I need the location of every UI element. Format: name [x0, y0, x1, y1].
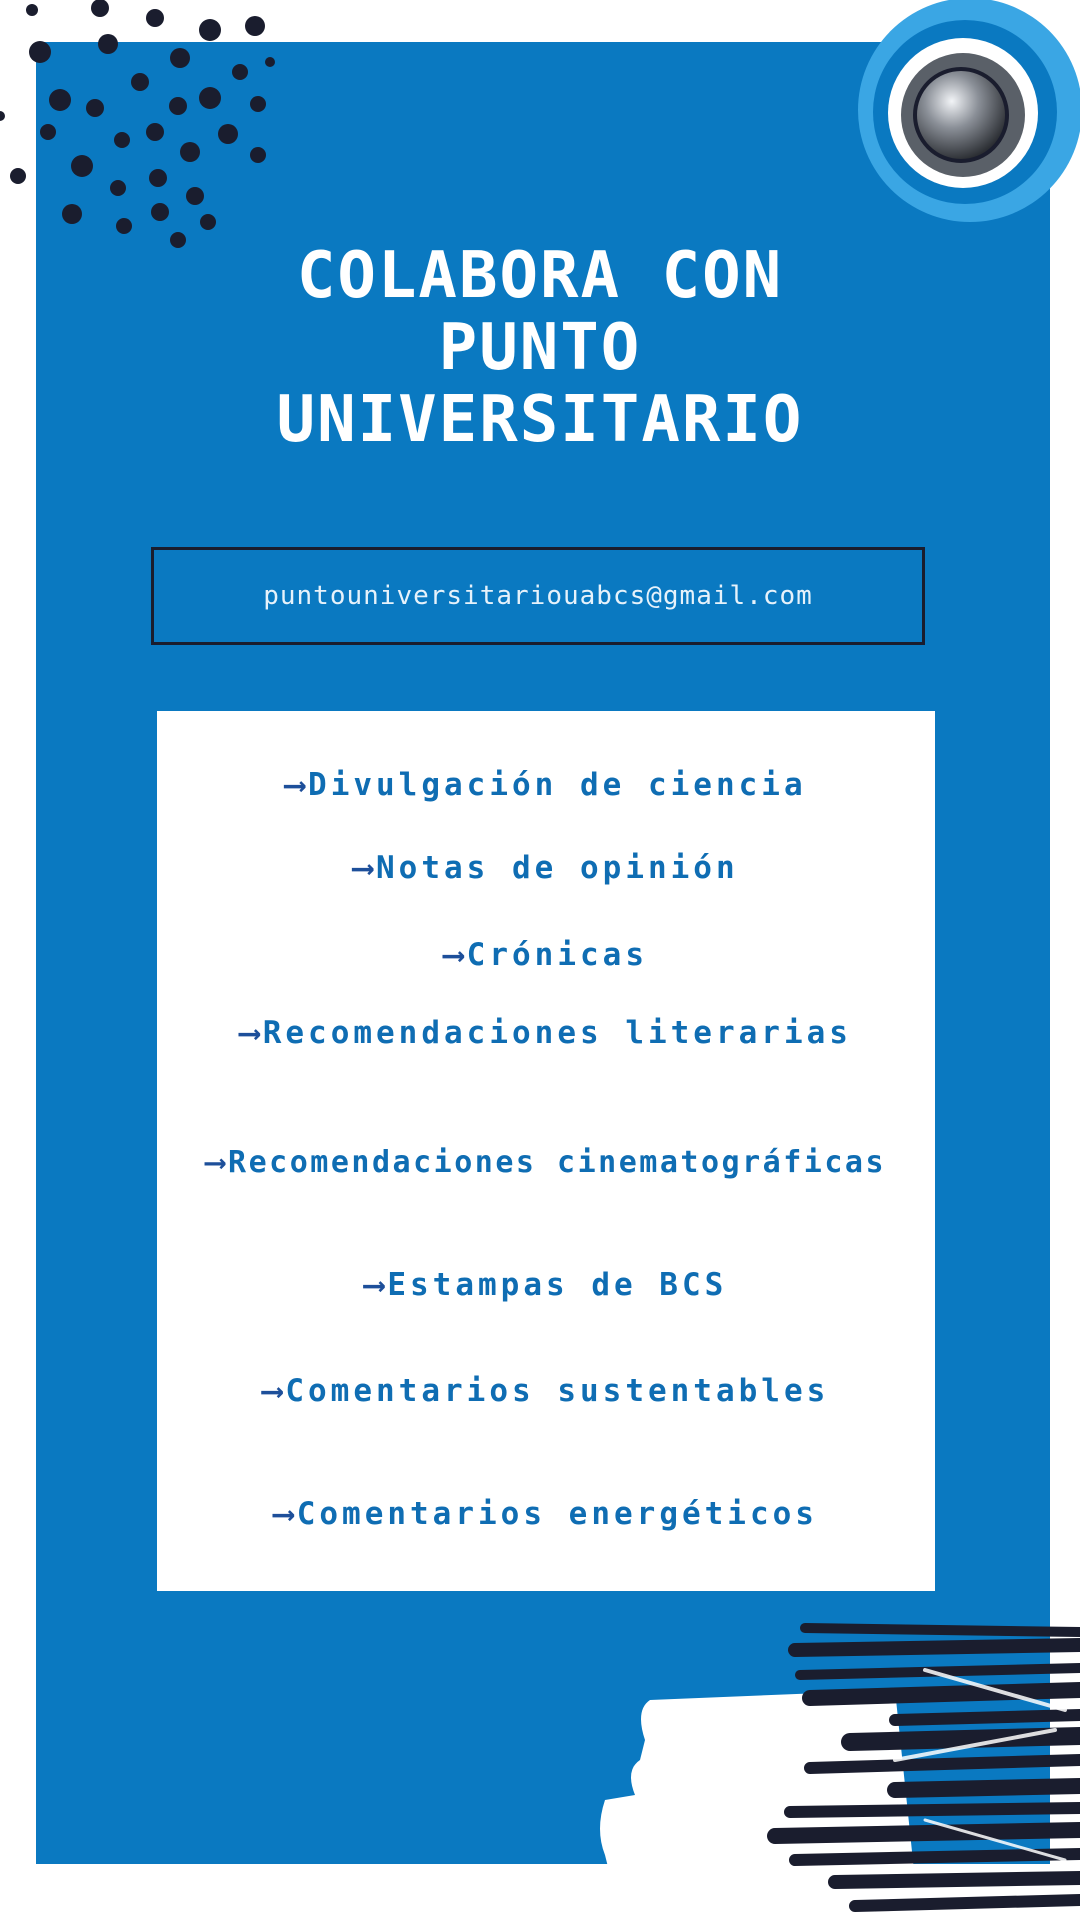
arrow-right-icon: ⟶ — [364, 1267, 384, 1303]
list-item-label: Comentarios energéticos — [296, 1496, 818, 1532]
title-line-2: PUNTO — [438, 311, 642, 385]
email-link[interactable]: puntouniversitariouabcs@gmail.com — [263, 581, 813, 611]
page-title — [90, 240, 990, 456]
arrow-right-icon: ⟶ — [262, 1373, 282, 1409]
list-item — [157, 767, 935, 803]
list-item — [157, 937, 935, 973]
list-item-label: Notas de opinión — [376, 850, 739, 886]
title-line-3: UNIVERSITARIO — [276, 383, 804, 457]
list-item-label: Estampas de BCS — [387, 1267, 728, 1303]
arrow-right-icon: ⟶ — [274, 1496, 293, 1532]
list-item — [157, 1015, 935, 1051]
title-line-1: COLABORA CON — [296, 239, 784, 313]
camera-lens-icon — [845, 0, 1080, 235]
email-box — [151, 547, 925, 645]
dots-pattern-icon — [0, 0, 300, 260]
brush-scribble-icon — [595, 1610, 1080, 1920]
list-item — [157, 850, 935, 886]
topics-card — [157, 711, 935, 1591]
arrow-right-icon: ⟶ — [240, 1015, 259, 1051]
list-item-label: Comentarios sustentables — [285, 1373, 830, 1409]
list-item-label: Recomendaciones cinematográficas — [228, 1145, 887, 1180]
list-item-label: Recomendaciones literarias — [262, 1015, 852, 1051]
arrow-right-icon: ⟶ — [205, 1145, 225, 1180]
list-item-label: Divulgación de ciencia — [308, 767, 807, 803]
arrow-right-icon: ⟶ — [444, 937, 463, 973]
list-item — [157, 1496, 935, 1532]
list-item-label: Crónicas — [466, 937, 648, 973]
list-item — [157, 1145, 935, 1180]
list-item — [157, 1373, 935, 1409]
arrow-right-icon: ⟶ — [285, 767, 305, 803]
arrow-right-icon: ⟶ — [353, 850, 373, 886]
list-item — [157, 1267, 935, 1303]
